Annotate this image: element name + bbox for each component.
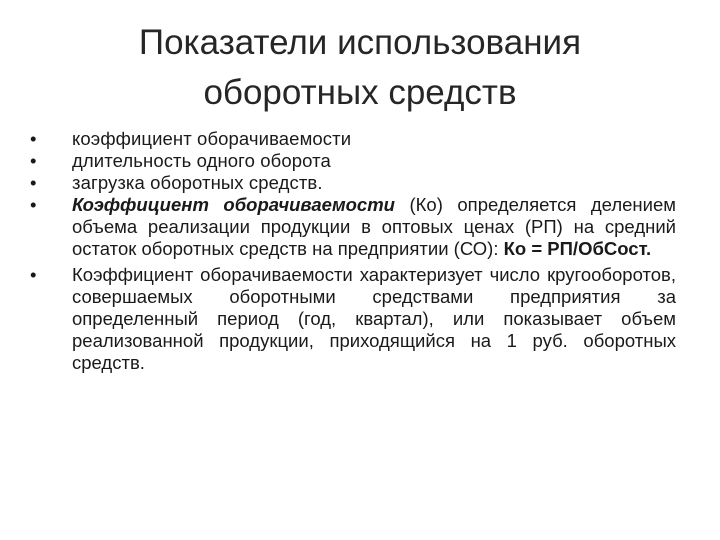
bullet-dot-icon: • [30,128,37,149]
term-highlight: Коэффициент оборачиваемости [72,194,395,215]
bullet-dot-icon: • [30,150,37,171]
bullet-paragraph: Коэффициент оборачиваемости характеризует число кругооборотов, совершаемых оборотными средствами предприятия за определенный период (год, квартал), или показывает объем реализованной продукции, приходящийся на 1 руб. оборотных средств. [72,264,676,373]
bullet-item [30,128,676,150]
bullet-item [30,172,676,194]
slide-title-line-2: оборотных средств [203,73,517,112]
bullet-item [30,264,676,374]
bullet-item [30,150,676,172]
definition-text: (Ко) определяется делением объема реализации продукции в оптовых ценах (РП) на средний остаток оборотных средств на предприятии (СО): [72,194,676,259]
bullet-list [30,128,676,374]
bullet-item [30,194,676,260]
slide-title-line-1: Показатели использования [138,23,582,62]
bullet-text: загрузка оборотных средств. [72,172,323,193]
bullet-dot-icon: • [30,194,37,215]
formula: Ко = РП/ОбСост. [503,238,652,259]
bullet-paragraph [72,194,676,260]
bullet-text: длительность одного оборота [72,150,331,171]
bullet-dot-icon: • [30,172,37,193]
bullet-dot-icon: • [30,264,37,285]
slide-title [60,18,660,118]
bullet-text: коэффициент оборачиваемости [72,128,352,149]
